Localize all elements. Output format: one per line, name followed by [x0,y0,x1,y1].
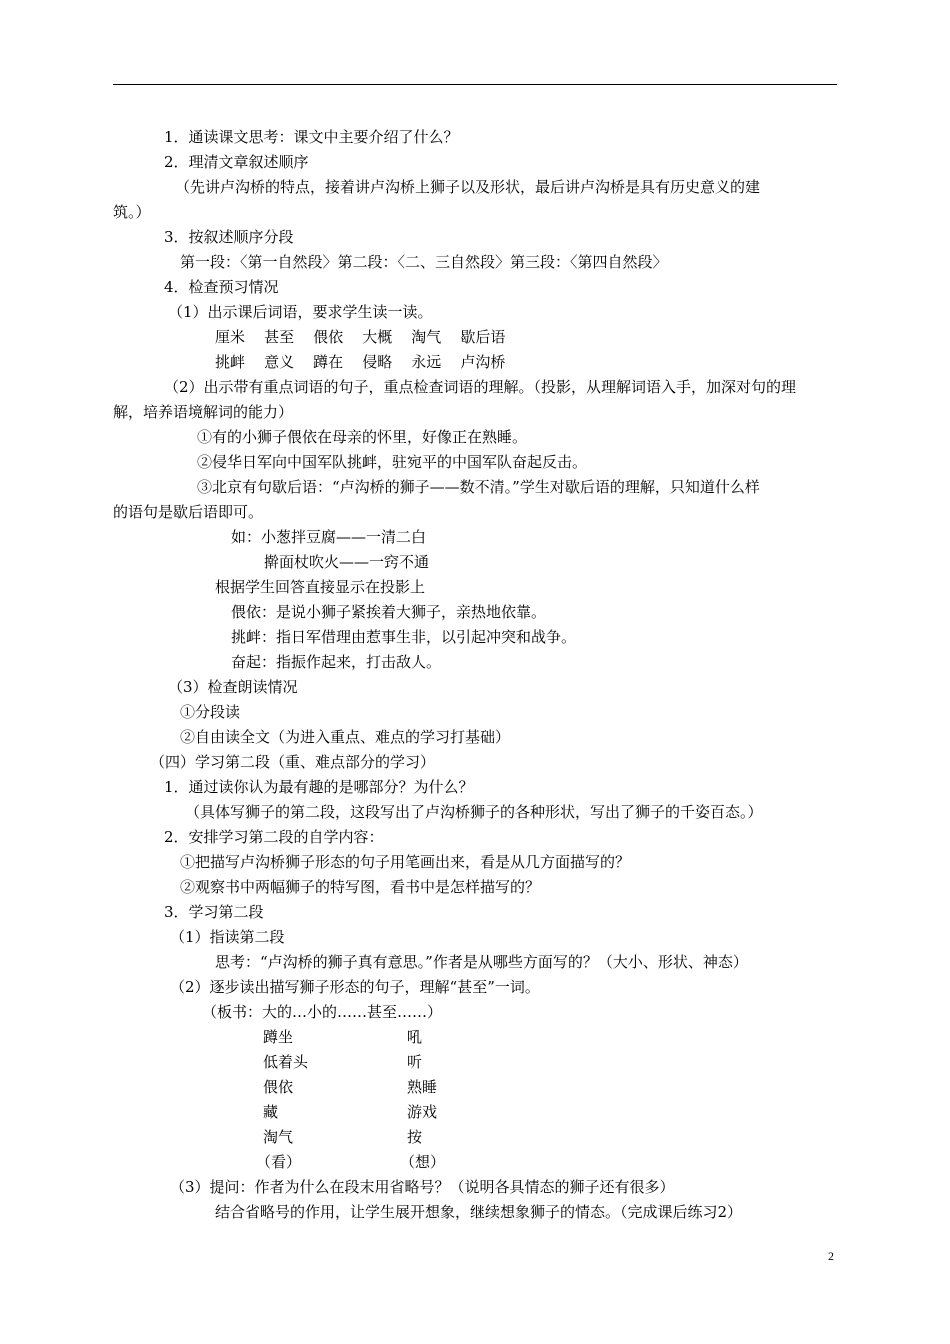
board-left: 低着头 [263,1053,309,1071]
text-line: 3．按叙述顺序分段 [164,228,294,246]
text-line: 第一段：〈第一自然段〉第二段：〈二、三自然段〉第三段：〈第四自然段〉 [180,253,668,271]
text-line: ①有的小狮子偎依在母亲的怀里，好像正在熟睡。 [197,428,528,446]
board-right: 游戏 [407,1103,438,1121]
text-line: （1）出示课后词语，要求学生读一读。 [168,303,433,321]
board-right: 听 [407,1053,423,1071]
text-line: 1．通读课文思考：课文中主要介绍了什么？ [164,128,459,146]
text-line: （3）检查朗读情况 [168,678,298,696]
board-left: 藏 [263,1103,279,1121]
text-line: （板书：大的…小的……甚至……） [202,1003,443,1021]
text-line: 筑。） [113,203,151,221]
board-footer-right: （想） [400,1153,446,1171]
word-list: 挑衅 意义 蹲在 侵略 永远 卢沟桥 [215,353,506,371]
text-line: 挑衅：指日军借理由惹事生非，以引起冲突和战争。 [231,628,577,646]
board-left: 偎依 [263,1078,294,1096]
board-left: 蹲坐 [263,1028,294,1046]
text-line: 思考：“卢沟桥的狮子真有意思。”作者是从哪些方面写的？（大小、形状、神态） [215,953,748,971]
text-line: （2）逐步读出描写狮子形态的句子，理解“甚至”一词。 [170,978,540,996]
page-number: 2 [828,1249,834,1263]
board-left: 淘气 [263,1128,294,1146]
text-line: （1）指读第二段 [170,928,285,946]
board-right: 吼 [407,1028,423,1046]
text-line: 偎依：是说小狮子紧挨着大狮子，亲热地依靠。 [231,603,547,621]
text-line: 如：小葱拌豆腐——一清二白 [231,528,427,546]
text-line: （具体写狮子的第二段，这段写出了卢沟桥狮子的各种形状，写出了狮子的千姿百态。） [185,803,763,821]
text-line: 1．通过读你认为最有趣的是哪部分？为什么？ [164,778,474,796]
text-line: （先讲卢沟桥的特点，接着讲卢沟桥上狮子以及形状，最后讲卢沟桥是具有历史意义的建 [175,178,761,196]
text-line: ①分段读 [180,703,241,721]
section-heading: （四）学习第二段（重、难点部分的学习） [150,753,436,771]
text-line: 2．安排学习第二段的自学内容： [164,828,384,846]
text-line: 解，培养语境解词的能力） [113,403,294,421]
text-line: 3．学习第二段 [164,903,264,921]
word-list: 厘米 甚至 偎依 大概 淘气 歇后语 [215,328,506,346]
text-line: 根据学生回答直接显示在投影上 [215,578,426,596]
text-line: ③北京有句歇后语：“卢沟桥的狮子——数不清。”学生对歇后语的理解，只知道什么样 [197,478,760,496]
header-rule [113,84,837,85]
text-line: （2）出示带有重点词语的句子，重点检查词语的理解。（投影，从理解词语入手，加深对句的理 [164,378,797,396]
board-right: 熟睡 [407,1078,438,1096]
text-line: ①把描写卢沟桥狮子形态的句子用笔画出来，看是从几方面描写的？ [180,853,631,871]
board-footer-left: （看） [256,1153,302,1171]
text-line: 结合省略号的作用，让学生展开想象，继续想象狮子的情态。（完成课后练习2） [215,1203,743,1221]
text-line: 奋起：指振作起来，打击敌人。 [231,653,442,671]
text-line: 2．理清文章叙述顺序 [164,153,309,171]
text-line: 4．检查预习情况 [164,278,279,296]
text-line: 的语句是歇后语即可。 [113,503,264,521]
text-line: ②侵华日军向中国军队挑衅，驻宛平的中国军队奋起反击。 [197,453,588,471]
board-right: 按 [407,1128,423,1146]
text-line: ②自由读全文（为进入重点、难点的学习打基础） [180,728,511,746]
text-line: ②观察书中两幅狮子的特写图，看书中是怎样描写的？ [180,878,541,896]
text-line: （3）提问：作者为什么在段末用省略号？（说明各具情态的狮子还有很多） [170,1178,675,1196]
text-line: 擀面杖吹火——一窍不通 [264,553,430,571]
